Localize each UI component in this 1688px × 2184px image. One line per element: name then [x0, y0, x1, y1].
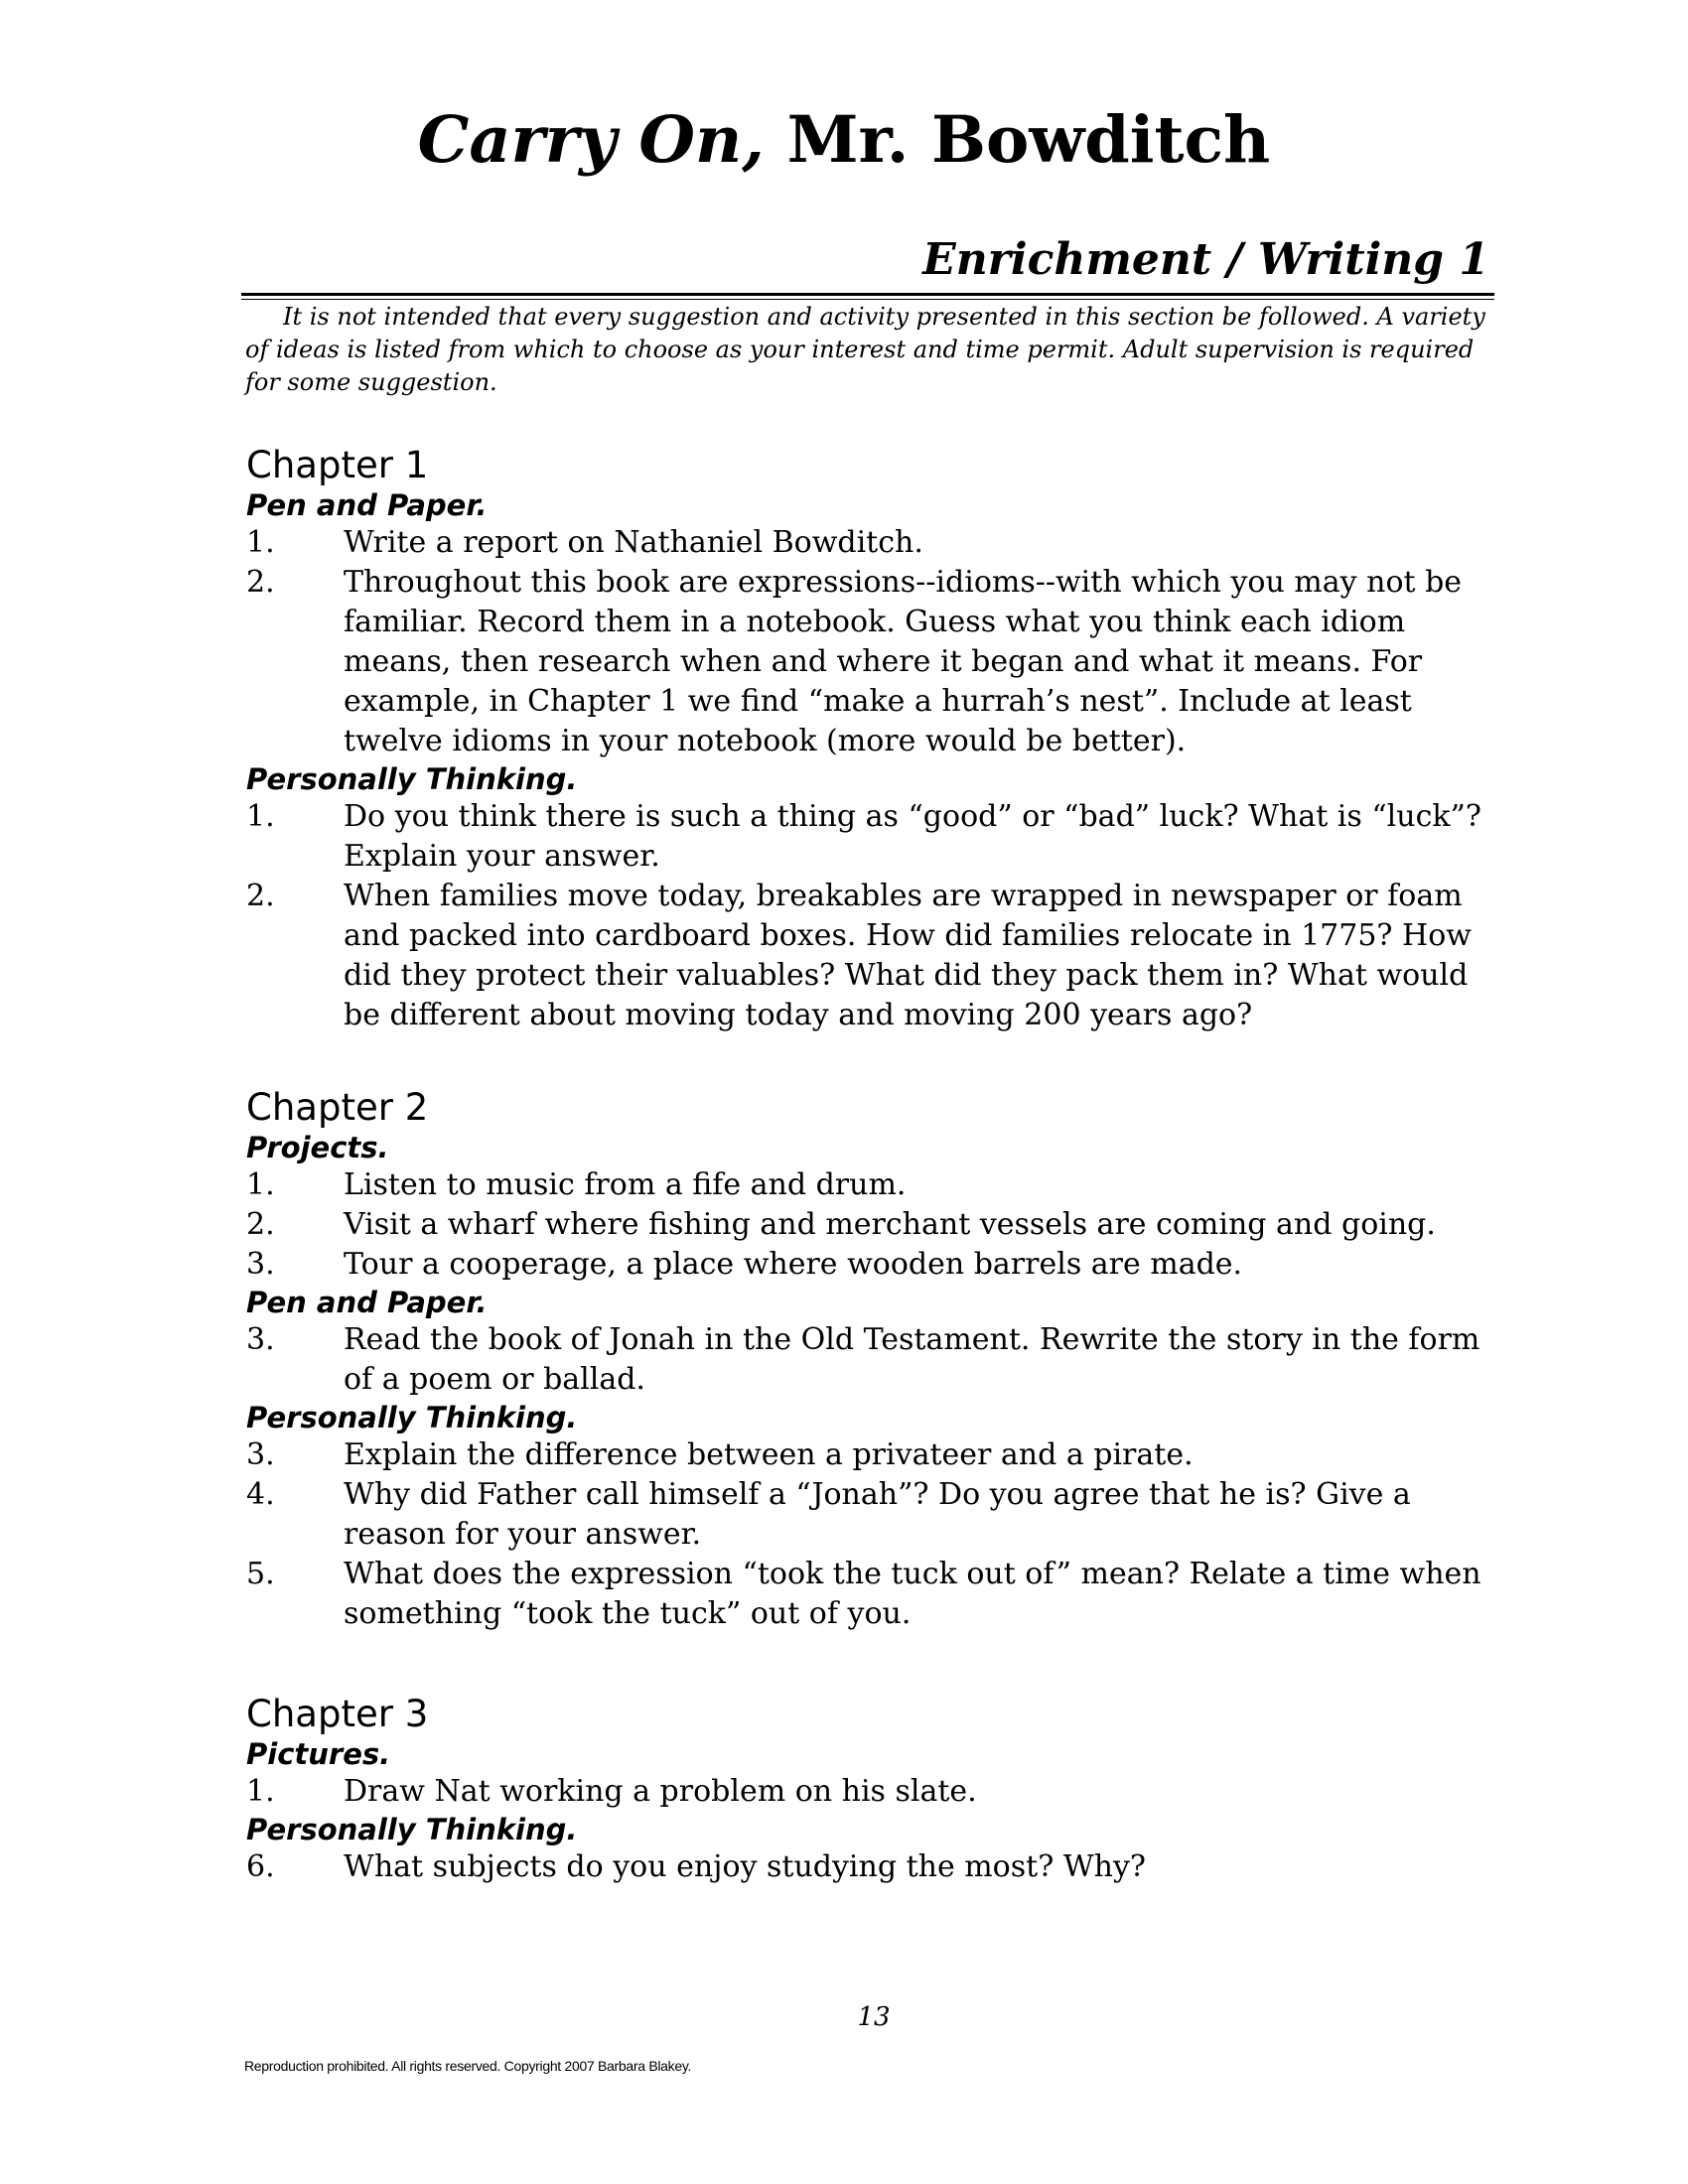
- list-item: [246, 1320, 1497, 1400]
- item-text: Write a report on Nathaniel Bowditch.: [344, 525, 923, 560]
- item-list: [246, 1165, 1497, 1285]
- item-number: 5.: [246, 1557, 275, 1591]
- item-number: 3.: [246, 1322, 275, 1357]
- item-text: Read the book of Jonah in the Old Testament. Rewrite the story in the form of a poem or ballad.: [344, 1322, 1480, 1397]
- book-title-rest: Mr. Bowditch: [786, 102, 1271, 178]
- item-text: Visit a wharf where fishing and merchant vessels are coming and going.: [344, 1207, 1436, 1242]
- list-item: [246, 797, 1497, 877]
- item-text: Why did Father call himself a “Jonah”? Do you agree that he is? Give a reason for your answer.: [344, 1477, 1411, 1552]
- group-heading: Personally Thinking.: [246, 1813, 578, 1846]
- item-number: 1.: [246, 525, 275, 560]
- list-item: [246, 877, 1497, 1035]
- item-text: Draw Nat working a problem on his slate.: [344, 1774, 977, 1809]
- item-list: [246, 523, 1497, 761]
- chapter-title: Chapter 1: [246, 444, 429, 486]
- list-item: [246, 563, 1497, 761]
- item-list: [246, 1847, 1497, 1887]
- item-text: Do you think there is such a thing as “good” or “bad” luck? What is “luck”? Explain your answer.: [344, 799, 1481, 874]
- item-text: Tour a cooperage, a place where wooden barrels are made.: [344, 1247, 1243, 1282]
- item-text: Throughout this book are expressions--idioms--with which you may not be familiar. Record them in a notebook. Guess what you think each idiom means, then research when and where it began and what it means. For example, in Chapter 1 we find “make a hurrah’s nest”. Include at least twelve idioms in your notebook (more would be better).: [344, 565, 1463, 758]
- item-number: 1.: [246, 799, 275, 834]
- item-text: What subjects do you enjoy studying the most? Why?: [344, 1849, 1147, 1884]
- page-number: 13: [857, 2002, 891, 2032]
- item-number: 2.: [246, 565, 275, 600]
- section-title: Enrichment / Writing 1: [922, 234, 1489, 285]
- list-item: [246, 1245, 1497, 1285]
- item-number: 4.: [246, 1477, 275, 1512]
- item-list: [246, 1320, 1497, 1400]
- chapter-3: [246, 1693, 1497, 1887]
- list-item: [246, 1772, 1497, 1812]
- copyright-footer: Reproduction prohibited. All rights reserved. Copyright 2007 Barbara Blakey.: [244, 2058, 692, 2074]
- list-item: [246, 1205, 1497, 1245]
- item-text: When families move today, breakables are wrapped in newspaper or foam and packed into cardboard boxes. How did families relocate in 1775? How did they protect their valuables? What did they pack them in? What would be different about moving today and moving 200 years ago?: [344, 879, 1472, 1032]
- item-text: Listen to music from a fife and drum.: [344, 1167, 907, 1202]
- list-item: [246, 1555, 1497, 1634]
- item-number: 1.: [246, 1774, 275, 1809]
- item-number: 3.: [246, 1247, 275, 1282]
- list-item: [246, 1435, 1497, 1475]
- chapter-title: Chapter 2: [246, 1086, 429, 1129]
- intro-paragraph: It is not intended that every suggestion and activity presented in this section be followed. A variety of ideas is listed from which to choose as your interest and time permit. Adult supervision is required for some suggestion.: [245, 303, 1485, 396]
- chapter-2: [246, 1086, 1497, 1634]
- group-heading: Personally Thinking.: [246, 1401, 578, 1434]
- group-heading: Projects.: [246, 1131, 389, 1164]
- book-title-italic: Carry On,: [417, 102, 765, 178]
- item-list: [246, 797, 1497, 1035]
- item-number: 2.: [246, 1207, 275, 1242]
- title-rule-thin: [241, 299, 1494, 300]
- list-item: [246, 523, 1497, 563]
- list-item: [246, 1165, 1497, 1205]
- item-list: [246, 1772, 1497, 1812]
- group-heading: Pictures.: [246, 1737, 391, 1771]
- item-text: What does the expression “took the tuck out of” mean? Relate a time when something “took the tuck” out of you.: [344, 1557, 1481, 1631]
- list-item: [246, 1475, 1497, 1555]
- chapter-1: [246, 444, 1497, 1035]
- item-text: Explain the difference between a privateer and a pirate.: [344, 1437, 1194, 1472]
- group-heading: Personally Thinking.: [246, 762, 578, 796]
- item-number: 3.: [246, 1437, 275, 1472]
- title-rule: [241, 293, 1494, 296]
- chapter-title: Chapter 3: [246, 1693, 429, 1735]
- book-title: [0, 95, 1688, 185]
- item-number: 1.: [246, 1167, 275, 1202]
- list-item: [246, 1847, 1497, 1887]
- item-number: 6.: [246, 1849, 275, 1884]
- group-heading: Pen and Paper.: [246, 1286, 488, 1319]
- group-heading: Pen and Paper.: [246, 488, 488, 522]
- item-list: [246, 1435, 1497, 1634]
- item-number: 2.: [246, 879, 275, 913]
